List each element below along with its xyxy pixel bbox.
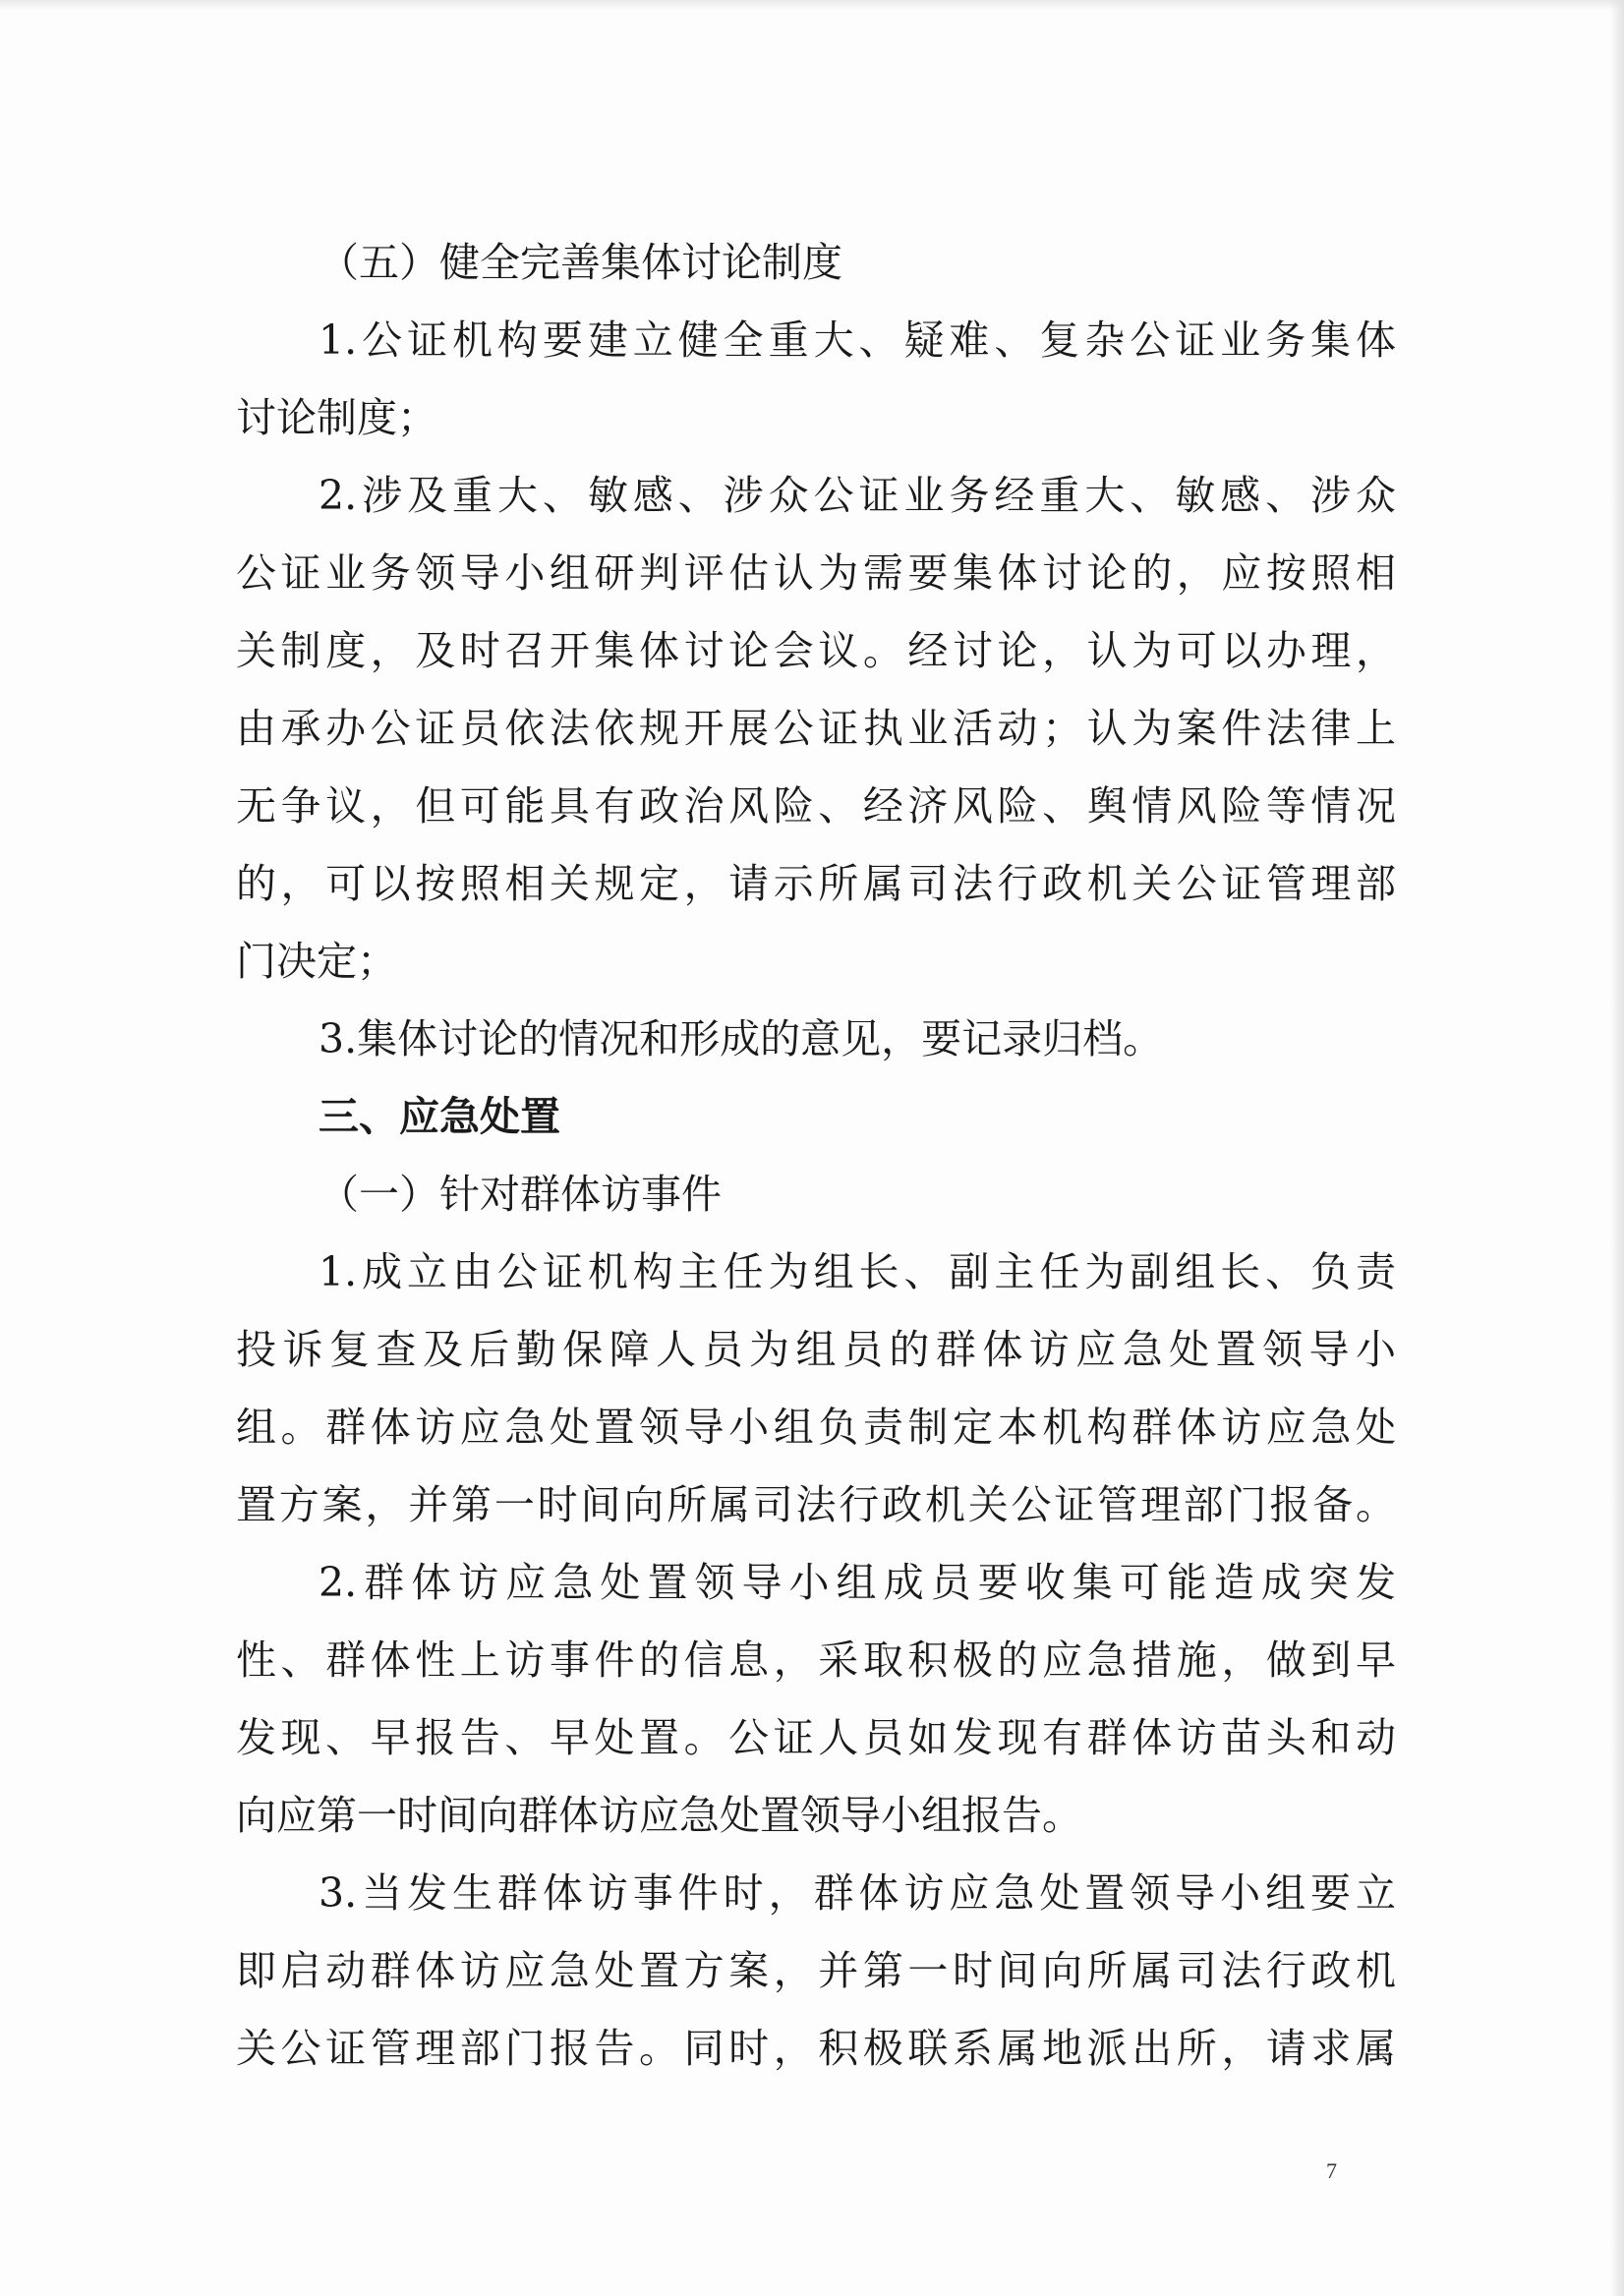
section-heading-5: （五）健全完善集体讨论制度 [319,239,842,286]
paragraph-line: 的，可以按照相关规定，请示所属司法行政机关公证管理部 [236,860,1396,907]
paragraph-line: 3.集体讨论的情况和形成的意见，要记录归档。 [319,1015,1164,1062]
paragraph-line: 发现、早报告、早处置。公证人员如发现有群体访苗头和动 [236,1714,1396,1761]
paragraph-line: 公证业务领导小组研判评估认为需要集体讨论的，应按照相 [236,549,1396,597]
paragraph-line: 1.成立由公证机构主任为组长、副主任为副组长、负责 [319,1248,1396,1295]
paragraph-line: 性、群体性上访事件的信息，采取积极的应急措施，做到早 [236,1636,1396,1684]
paragraph-line: 2.群体访应急处置领导小组成员要收集可能造成突发 [319,1559,1396,1606]
scan-shadow-right [1610,0,1624,2296]
scan-shadow-top [0,0,1624,10]
paragraph-line: 无争议，但可能具有政治风险、经济风险、舆情风险等情况 [236,782,1396,830]
paragraph-line: 即启动群体访应急处置方案，并第一时间向所属司法行政机 [236,1947,1396,1994]
paragraph-line: 由承办公证员依法依规开展公证执业活动；认为案件法律上 [236,705,1396,752]
paragraph-line: 1.公证机构要建立健全重大、疑难、复杂公证业务集体 [319,316,1396,364]
chapter-heading-emergency: 三、应急处置 [319,1093,560,1140]
paragraph-line: 讨论制度； [236,394,437,441]
paragraph-line: 向应第一时间向群体访应急处置领导小组报告。 [236,1792,1082,1839]
paragraph-line: 关制度，及时召开集体讨论会议。经讨论，认为可以办理， [236,627,1396,674]
paragraph-line: 门决定； [236,938,397,985]
page-number: 7 [1326,2158,1337,2183]
paragraph-line: 3.当发生群体访事件时，群体访应急处置领导小组要立 [319,1869,1396,1917]
paragraph-line: 2.涉及重大、敏感、涉众公证业务经重大、敏感、涉众 [319,472,1396,519]
document-body [236,224,1396,2088]
paragraph-line: 关公证管理部门报告。同时，积极联系属地派出所，请求属 [236,2025,1396,2072]
paragraph-line: 组。群体访应急处置领导小组负责制定本机构群体访应急处 [236,1404,1396,1451]
paragraph-line: 置方案，并第一时间向所属司法行政机关公证管理部门报备。 [236,1481,1396,1528]
section-heading-1: （一）针对群体访事件 [319,1171,722,1218]
paragraph-line: 投诉复查及后勤保障人员为组员的群体访应急处置领导小 [236,1326,1396,1373]
